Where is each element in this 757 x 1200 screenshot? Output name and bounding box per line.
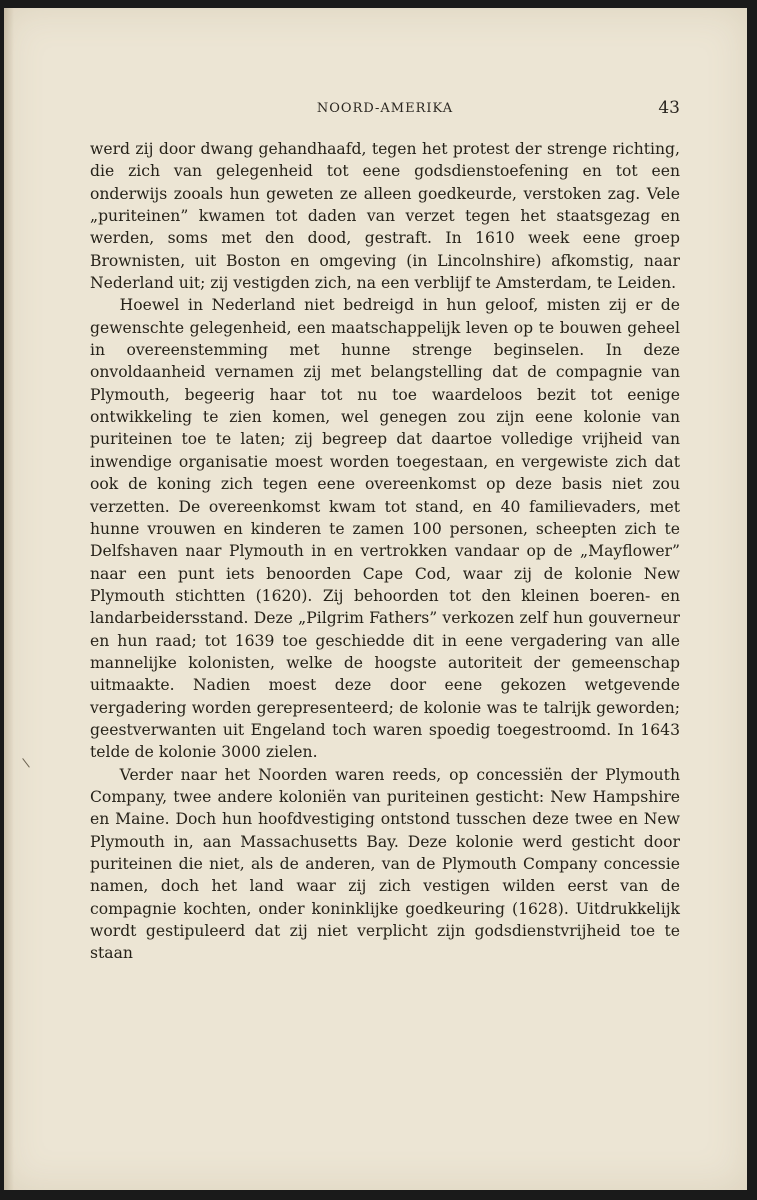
paragraph-3: Verder naar het Noorden waren reeds, op concessiën der Plymouth Company, twee andere koloniën van puriteinen gesticht: New Hampshire en Maine. Doch hun hoofdvestiging ontstond tusschen deze twee en New Plymouth in, aan Massachusetts Bay. Deze kolonie werd gesticht door puriteinen die niet, als de anderen, van de Plymouth Company concessie namen, doch het land waar zij zich vestigen wilden eerst van de compagnie kochten, onder koninklijke goedkeuring (1628). Uitdrukkelijk wordt gestipuleerd dat zij niet verplicht zijn godsdienstvrijheid toe te staan	[90, 765, 680, 963]
paragraph-2: Hoewel in Nederland niet bedreigd in hun geloof, misten zij er de gewenschte gelegenheid, een maatschappelijk leven op te bouwen geheel in overeenstemming met hunne strenge beginselen. In deze onvoldaanheid vernamen zij met belangstelling dat de compagnie van Plymouth, begeerig haar tot nu toe waardeloos bezit tot eenige ontwikkeling te zien komen, wel genegen zou zijn eene kolonie van puriteinen toe te laten; zij begreep dat daartoe volledige vrijheid van inwendige organisatie moest worden toegestaan, en vergewiste zich dat ook de koning zich tegen eene overeenkomst op deze basis niet zou verzetten. De overeenkomst kwam tot stand, en 40 familievaders, met hunne vrouwen en kinderen te zamen 100 personen, scheepten zich te Delfshaven naar Plymouth in en vertrokken vandaar op de „Mayflower” naar een punt iets benoorden Cape Cod, waar zij de kolonie New Plymouth stichtten (1620). Zij behoorden tot den kleinen boeren- en landarbeidersstand. Deze „Pilgrim Fathers” verkozen zelf hun gouverneur en hun raad; tot 1639 toe geschiedde dit in eene vergadering van alle mannelijke kolonisten, welke de hoogste autoriteit der gemeenschap uitmaakte. Nadien moest deze door eene gekozen wetgevende vergadering worden gerepresenteerd; de kolonie was te talrijk geworden; geestverwanten uit Engeland toch waren spoedig toegestroomd. In 1643 telde de kolonie 3000 zielen.	[90, 296, 680, 762]
page-number: 43	[658, 98, 680, 118]
paragraph-1: werd zij door dwang gehandhaafd, tegen het protest der strenge richting, die zich van gelegenheid tot eene godsdienstoefening en tot een onderwijs zooals hun geweten ze alleen goedkeurde, verstoken zag. Vele „puriteinen” kwamen tot daden van verzet tegen het staatsgezag en werden, soms met den dood, gestraft. In 1610 week eene groep Brownisten, uit Boston en omgeving (in Lincolnshire) afkomstig, naar Nederland uit; zij vestigden zich, na een verblijf te Amsterdam, te Leiden.	[90, 140, 680, 293]
book-page	[4, 8, 747, 1190]
margin-pencil-mark: \	[21, 755, 31, 772]
running-title: NOORD-AMERIKA	[316, 101, 454, 116]
body-text	[90, 138, 680, 965]
page-header	[90, 94, 680, 124]
